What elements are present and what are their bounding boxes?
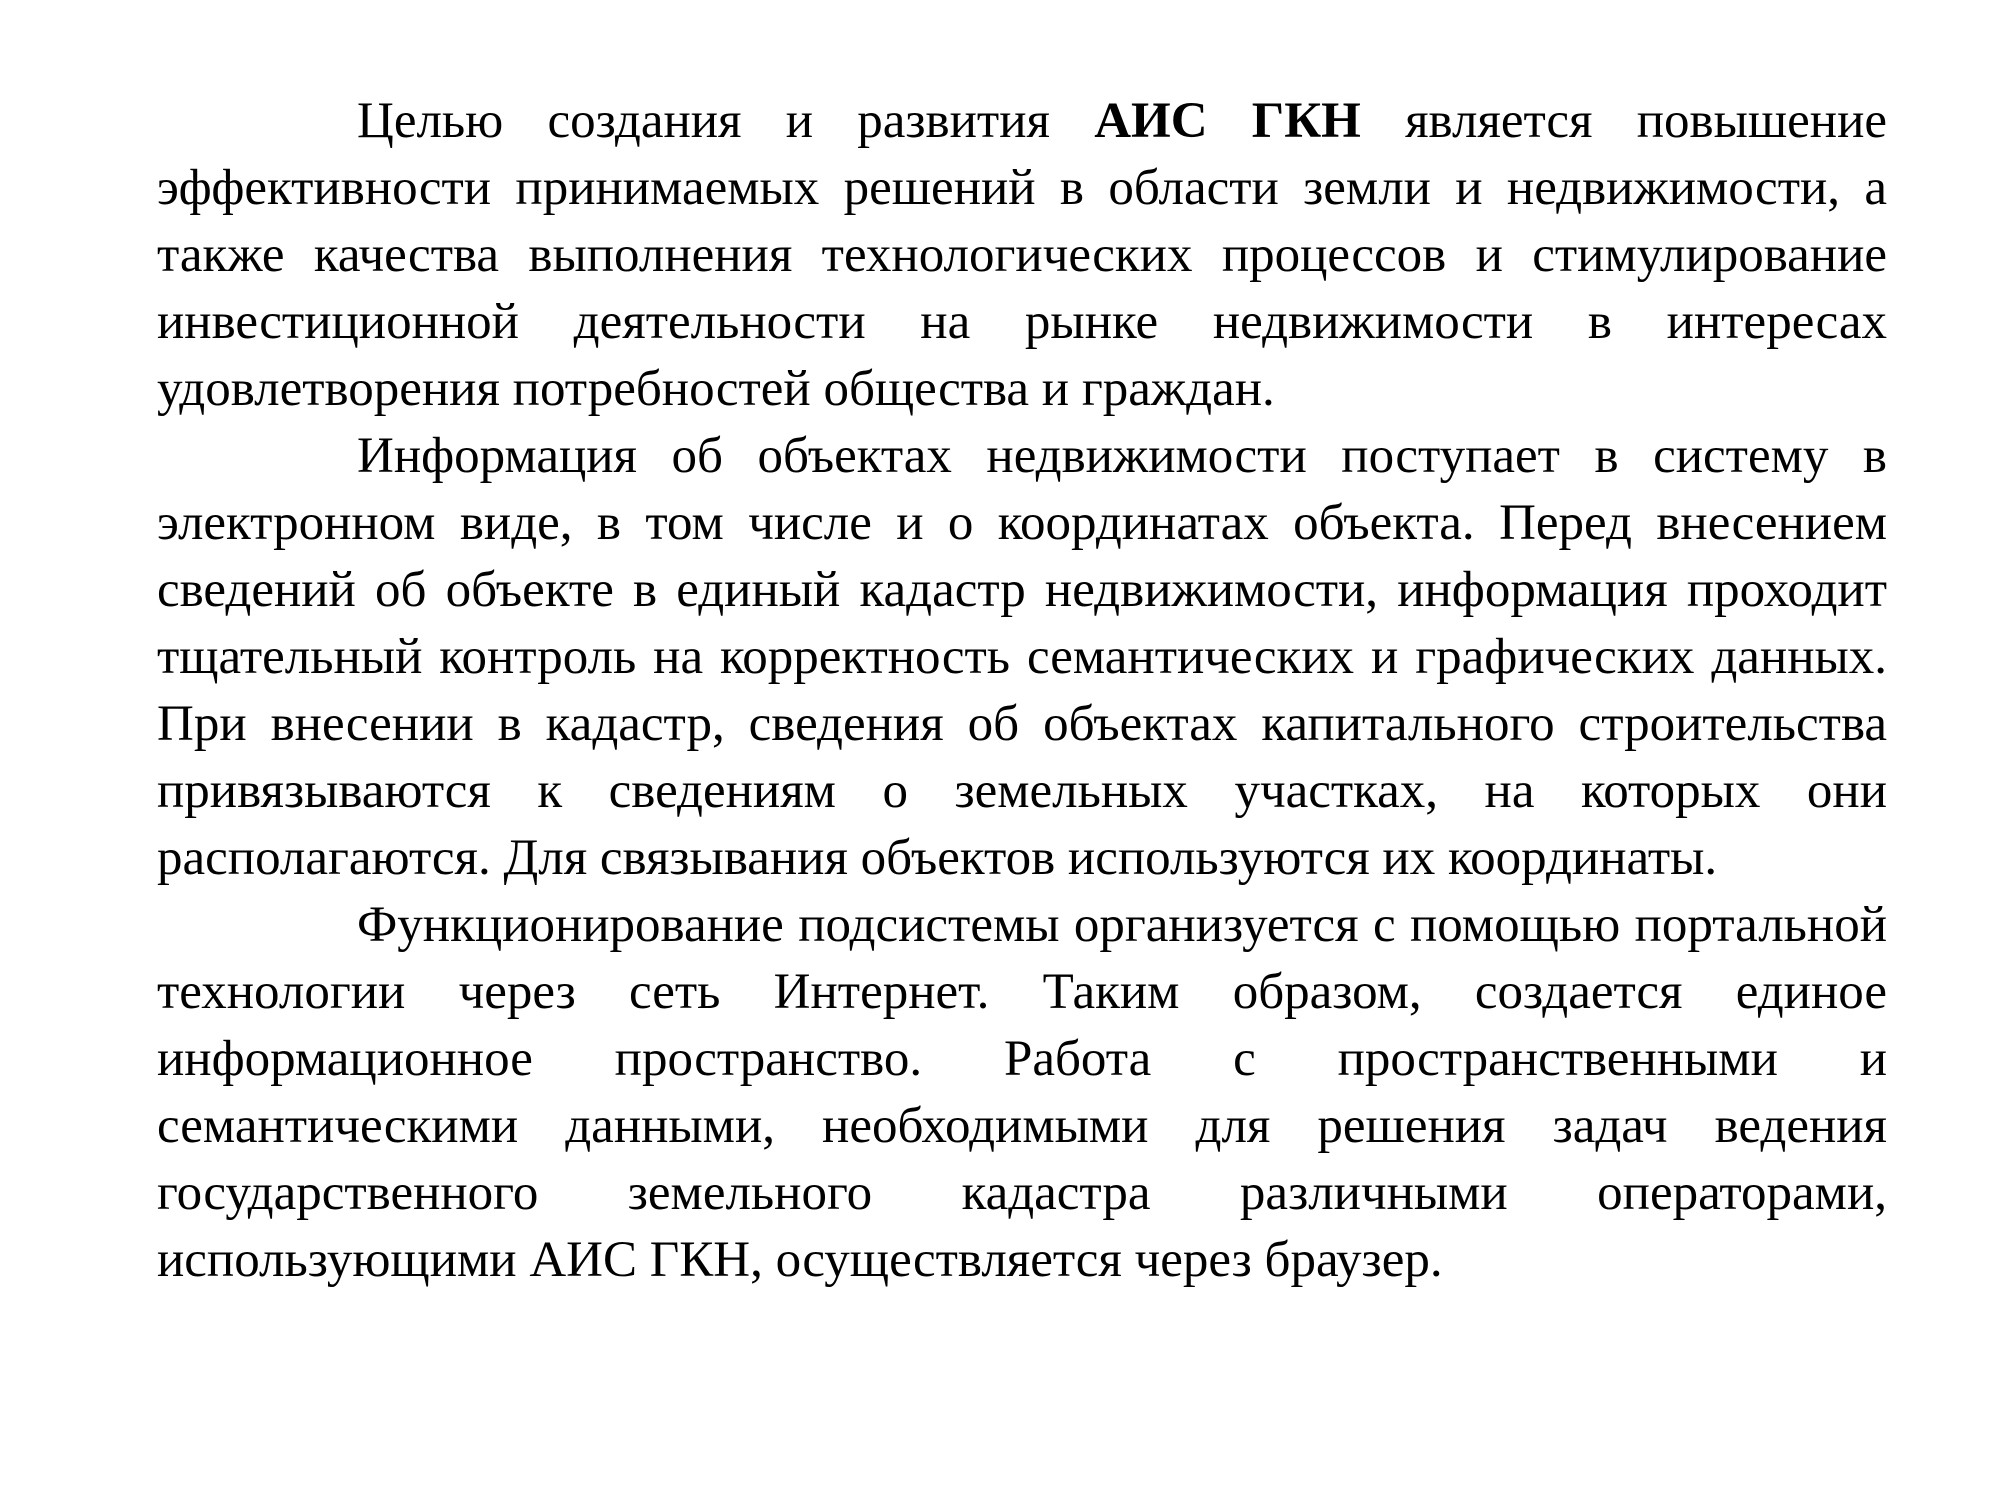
paragraph-2: Информация об объектах недвижимости поступает в систему в электронном виде, в том числе и о координатах объекта. Перед внесением сведений об объекте в единый кадастр недвижимости, информация проходит тщательный контроль на корректность семантических и графических данных. При внесении в кадастр, сведения об объектах капитального строительства привязываются к сведениям о земельных участках, на которых они располагаются. Для связывания объектов используются их координаты.: [157, 428, 1887, 886]
paragraph-1-text-end: является повышение эффективности принимаемых решений в области земли и недвижимости, а также качества выполнения технологических процессов и стимулирование инвестиционной деятельности на рынке недвижимости в интересах удовлетворения потребностей общества и граждан.: [157, 93, 1888, 417]
paragraph-1: [157, 88, 1887, 423]
paragraph-1-text-start: Целью создания и развития: [357, 93, 1095, 149]
paragraph-3: Функционирование подсистемы организуется с помощью портальной технологии через сеть Интернет. Таким образом, создается единое информационное пространство. Работа с пространственными и семантическими данными, необходимыми для решения задач ведения государственного земельного кадастра различными операторами, использующими АИС ГКН, осуществляется через браузер.: [157, 897, 1887, 1288]
document-body: [157, 88, 1887, 1294]
system-name-bold: АИС ГКН: [1094, 93, 1361, 149]
